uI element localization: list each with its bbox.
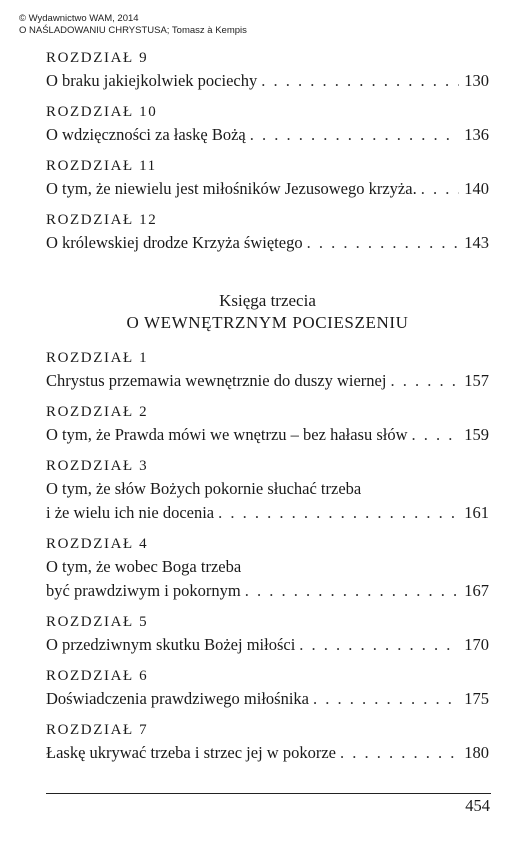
chapter-page: 136 bbox=[464, 125, 489, 144]
toc-section-book-three bbox=[46, 348, 489, 765]
chapter-label: ROZDZIAŁ 9 bbox=[46, 50, 149, 66]
toc-entry bbox=[46, 156, 489, 201]
chapter-title: Doświadczenia prawdziwego miłośnika bbox=[46, 689, 310, 708]
chapter-title: O wdzięczności za łaskę Bożą bbox=[46, 125, 246, 144]
chapter-title: O królewskiej drodze Krzyża świętego bbox=[46, 233, 303, 252]
chapter-page: 170 bbox=[464, 635, 489, 654]
copyright-line: © Wydawnictwo WAM, 2014 bbox=[19, 13, 139, 24]
dot-leader bbox=[390, 369, 459, 393]
chapter-page: 161 bbox=[464, 503, 489, 522]
chapter-title-line bbox=[46, 477, 489, 501]
chapter-title-line bbox=[46, 741, 489, 765]
dot-leader bbox=[307, 231, 459, 255]
chapter-title-line bbox=[46, 231, 489, 255]
chapter-page: 130 bbox=[464, 71, 489, 90]
chapter-page: 159 bbox=[464, 425, 489, 444]
toc-entry bbox=[46, 666, 489, 711]
dot-leader bbox=[313, 687, 459, 711]
chapter-title: O braku jakiejkolwiek pociechy bbox=[46, 71, 258, 90]
chapter-title: Chrystus przemawia wewnętrznie do duszy wiernej bbox=[46, 371, 387, 390]
chapter-page: 167 bbox=[464, 581, 489, 600]
chapter-title-line bbox=[46, 687, 489, 711]
chapter-title: O przedziwnym skutku Bożej miłości bbox=[46, 635, 296, 654]
toc-entry bbox=[46, 612, 489, 657]
chapter-page: 175 bbox=[464, 689, 489, 708]
chapter-title: O tym, że wobec Boga trzeba bbox=[46, 557, 242, 576]
chapter-title-line bbox=[46, 579, 489, 603]
chapter-title: i że wielu ich nie docenia bbox=[46, 503, 215, 522]
toc-entry bbox=[46, 210, 489, 255]
chapter-title-line bbox=[46, 69, 489, 93]
chapter-title-line bbox=[46, 123, 489, 147]
footer-rule bbox=[46, 793, 491, 794]
chapter-title-line bbox=[46, 423, 489, 447]
book-heading bbox=[46, 290, 489, 334]
chapter-title-line bbox=[46, 369, 489, 393]
chapter-label: ROZDZIAŁ 2 bbox=[46, 404, 149, 420]
toc-entry bbox=[46, 720, 489, 765]
dot-leader bbox=[250, 123, 459, 147]
chapter-title: być prawdziwym i pokornym bbox=[46, 581, 241, 600]
chapter-title: O tym, że słów Bożych pokornie słuchać trzeba bbox=[46, 479, 362, 498]
chapter-title: Łaskę ukrywać trzeba i strzec jej w pokorze bbox=[46, 743, 336, 762]
chapter-label: ROZDZIAŁ 12 bbox=[46, 212, 158, 228]
chapter-label: ROZDZIAŁ 4 bbox=[46, 536, 149, 552]
chapter-page: 157 bbox=[464, 371, 489, 390]
chapter-title: O tym, że Prawda mówi we wnętrzu – bez hałasu słów bbox=[46, 425, 408, 444]
dot-leader bbox=[421, 177, 459, 201]
toc-section-previous bbox=[46, 48, 489, 255]
dot-leader bbox=[412, 423, 459, 447]
toc-entry bbox=[46, 456, 489, 525]
chapter-label: ROZDZIAŁ 11 bbox=[46, 158, 157, 174]
toc-entry bbox=[46, 348, 489, 393]
book-info-line: O NAŚLADOWANIU CHRYSTUSA; Tomasz à Kempis bbox=[19, 25, 247, 36]
chapter-label: ROZDZIAŁ 7 bbox=[46, 722, 149, 738]
chapter-label: ROZDZIAŁ 1 bbox=[46, 350, 149, 366]
toc-entry bbox=[46, 534, 489, 603]
chapter-title-line bbox=[46, 555, 489, 579]
chapter-label: ROZDZIAŁ 3 bbox=[46, 458, 149, 474]
dot-leader bbox=[261, 69, 459, 93]
page-number: 454 bbox=[465, 796, 490, 815]
chapter-title-line bbox=[46, 177, 489, 201]
chapter-page: 180 bbox=[464, 743, 489, 762]
dot-leader bbox=[340, 741, 459, 765]
chapter-title: O tym, że niewielu jest miłośników Jezusowego krzyża. bbox=[46, 179, 417, 198]
dot-leader bbox=[218, 501, 459, 525]
dot-leader bbox=[299, 633, 459, 657]
chapter-label: ROZDZIAŁ 10 bbox=[46, 104, 158, 120]
chapter-page: 140 bbox=[464, 179, 489, 198]
toc-entry bbox=[46, 48, 489, 93]
toc-entry bbox=[46, 402, 489, 447]
book-title: Księga trzecia bbox=[219, 291, 316, 310]
chapter-page: 143 bbox=[464, 233, 489, 252]
copyright-header bbox=[19, 13, 247, 37]
chapter-label: ROZDZIAŁ 6 bbox=[46, 668, 149, 684]
chapter-title-line bbox=[46, 633, 489, 657]
book-subtitle: O WEWNĘTRZNYM POCIESZENIU bbox=[126, 313, 409, 332]
toc-entry bbox=[46, 102, 489, 147]
table-of-contents bbox=[46, 48, 489, 774]
chapter-label: ROZDZIAŁ 5 bbox=[46, 614, 149, 630]
chapter-title-line bbox=[46, 501, 489, 525]
dot-leader bbox=[245, 579, 459, 603]
